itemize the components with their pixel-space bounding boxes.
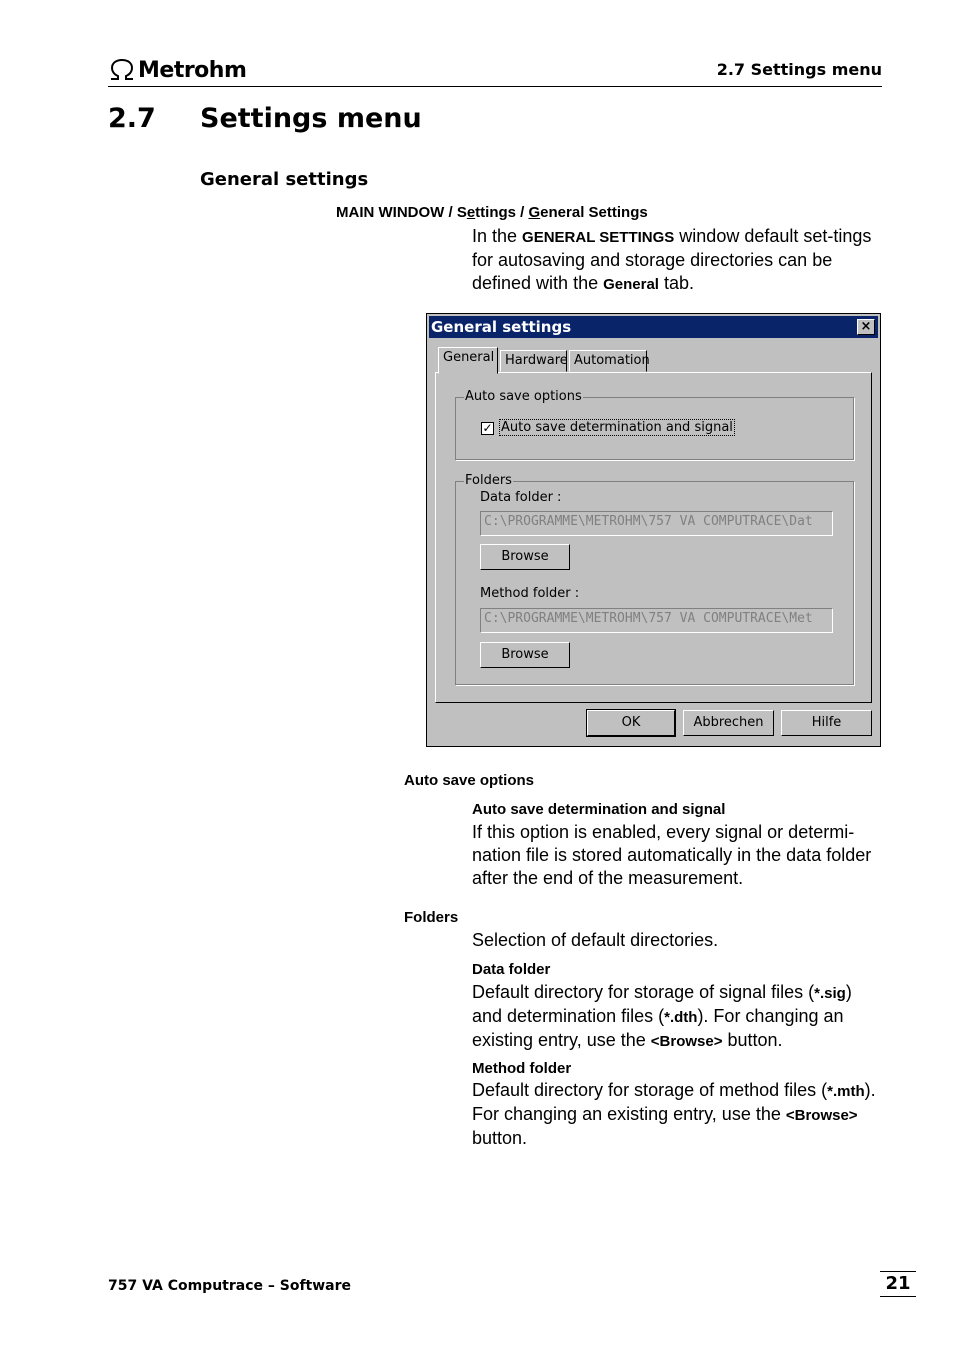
omega-icon (108, 58, 136, 82)
subsection-title: General settings (200, 169, 369, 190)
tab-general[interactable]: General (438, 347, 498, 374)
data-folder-field[interactable]: C:\PROGRAMME\METROHM\757 VA COMPUTRACE\Dat (480, 511, 833, 536)
section-number: 2.7 (108, 103, 156, 134)
ok-button[interactable]: OK (587, 710, 675, 736)
data-folder-heading: Data folder (472, 961, 551, 978)
folders-heading: Folders (404, 909, 459, 926)
method-folder-heading: Method folder (472, 1060, 572, 1077)
dialog-titlebar (429, 316, 878, 338)
auto-save-heading: Auto save options (404, 772, 535, 789)
menu-path: MAIN WINDOW / Settings / General Settings (336, 204, 648, 221)
header-rule (108, 86, 882, 87)
cancel-button[interactable]: Abbrechen (683, 710, 774, 736)
tab-hardware[interactable]: Hardware (500, 350, 567, 372)
logo-text: Metrohm (138, 57, 247, 83)
folders-description: Selection of default directories. (472, 930, 719, 950)
dialog-title: General settings (431, 318, 572, 336)
method-folder-browse-button[interactable]: Browse (480, 642, 570, 668)
intro-paragraph: In the GENERAL SETTINGS window default set-tings for autosaving and storage directories can be defined with the General tab. (472, 226, 872, 293)
section-title: Settings menu (200, 103, 422, 134)
auto-save-description: If this option is enabled, every signal or determi-nation file is stored automatically in the data folder after the end of the measurement. (472, 822, 872, 888)
auto-save-checkbox-label[interactable]: Auto save determination and signal (501, 420, 733, 435)
data-folder-description: Default directory for storage of signal files (*.sig) and determination files (*.dth). For changing an existing entry, use the <Browse> button. (472, 982, 852, 1050)
help-button[interactable]: Hilfe (781, 710, 872, 736)
folders-legend: Folders (465, 473, 512, 488)
running-header: 2.7 Settings menu (716, 60, 882, 79)
data-folder-label: Data folder : (480, 490, 562, 505)
data-folder-browse-button[interactable]: Browse (480, 544, 570, 570)
auto-save-checkbox[interactable]: ✓ (482, 421, 493, 435)
close-icon[interactable]: × (857, 319, 875, 335)
metrohm-logo (108, 55, 246, 85)
auto-save-subheading: Auto save determination and signal (472, 801, 726, 818)
general-settings-dialog (426, 313, 881, 747)
method-folder-field[interactable]: C:\PROGRAMME\METROHM\757 VA COMPUTRACE\Met (480, 608, 833, 633)
page-number: 21 (880, 1271, 916, 1297)
method-folder-label: Method folder : (480, 586, 580, 601)
tab-automation[interactable]: Automation (569, 350, 647, 372)
footer-product: 757 VA Computrace – Software (108, 1278, 352, 1294)
auto-save-groupbox (455, 389, 854, 460)
method-folder-description: Default directory for storage of method files (*.mth). For changing an existing entry, use the <Browse> button. (472, 1080, 876, 1148)
auto-save-legend: Auto save options (465, 389, 582, 404)
tab-panel-general (435, 372, 872, 703)
folders-groupbox (455, 473, 854, 685)
